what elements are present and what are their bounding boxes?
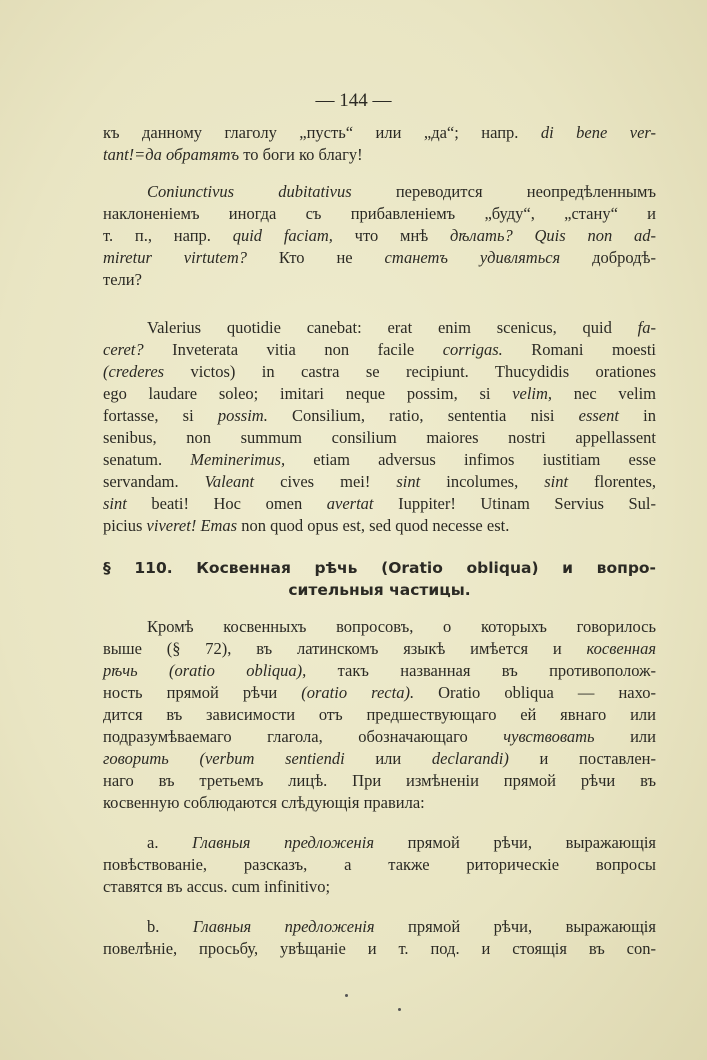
text-segment: a. — [147, 833, 193, 852]
text-segment: повѣствованіе, разсказъ, а также риторическіе вопросы — [103, 855, 656, 874]
text-line — [103, 361, 656, 383]
paragraph — [103, 916, 656, 960]
text-segment: Iuppiter! Utinam Servius Sul- — [373, 494, 656, 513]
paragraph — [103, 122, 656, 166]
text-segment: и поставлен- — [508, 749, 656, 768]
italic-text: sint — [544, 472, 569, 491]
section-heading — [103, 557, 656, 601]
text-line — [103, 471, 656, 493]
italic-text: sint — [396, 472, 421, 491]
text-line — [103, 427, 656, 449]
text-segment: прямой рѣчи, выражающія — [374, 833, 656, 852]
text-segment: переводится неопредѣленнымъ — [351, 182, 656, 201]
text-segment: cives mei! — [254, 472, 397, 491]
text-segment: дится въ зависимости отъ предшествующаго ей явнаго или — [103, 705, 656, 724]
text-line — [103, 832, 656, 854]
text-line — [103, 770, 656, 792]
page-body — [103, 122, 656, 960]
text-segment: servandam. — [103, 472, 205, 491]
text-segment: fortasse, si — [103, 406, 218, 425]
italic-text: рѣчь (oratio obliqua), — [103, 661, 307, 680]
text-segment: § 110. Косвенная рѣчь (Oratio obliqua) и вопро- — [103, 559, 656, 577]
text-line — [103, 247, 656, 269]
italic-text: говорить (verbum sentiendi — [103, 749, 345, 768]
speck — [398, 1008, 401, 1011]
text-segment: наго въ третьемъ лицѣ. При измѣненіи прямой рѣчи въ — [103, 771, 656, 790]
italic-text: possim. — [217, 406, 268, 425]
text-line — [103, 181, 656, 203]
italic-text: (crederes — [103, 362, 165, 381]
text-line — [103, 515, 656, 537]
text-line — [103, 557, 656, 579]
text-line — [103, 660, 656, 682]
text-line — [103, 405, 656, 427]
italic-text: velim, — [512, 384, 553, 403]
text-segment: etiam adversus infimos iustitiam esse — [285, 450, 656, 469]
text-segment: beati! Hoc omen — [126, 494, 327, 513]
text-segment: Romani moesti — [502, 340, 656, 359]
text-segment: такъ названная въ противополож- — [306, 661, 657, 680]
text-line — [103, 938, 656, 960]
italic-text: quid faciam, — [232, 226, 333, 245]
text-segment: Valerius quotidie canebat: erat enim scenicus, quid — [147, 318, 638, 337]
text-line — [103, 748, 656, 770]
speck — [345, 994, 348, 997]
italic-text: di bene ver- — [540, 123, 656, 142]
text-line — [103, 638, 656, 660]
text-segment: что мнѣ — [332, 226, 451, 245]
text-line — [103, 225, 656, 247]
text-segment: florentes, — [568, 472, 656, 491]
text-segment: Oratio obliqua — нахо- — [414, 683, 656, 702]
text-segment: ность прямой рѣчи — [103, 683, 302, 702]
text-line — [103, 122, 656, 144]
text-line — [103, 203, 656, 225]
text-segment: косвенную соблюдаются слѣдующія правила: — [103, 793, 425, 812]
text-line — [103, 916, 656, 938]
italic-text: чувствовать — [503, 727, 595, 746]
text-line — [103, 876, 656, 898]
italic-text: (oratio recta). — [301, 683, 415, 702]
paragraph — [103, 832, 656, 898]
italic-text: viveret! Emas — [146, 516, 238, 535]
italic-text: дѣлать? Quis non ad- — [450, 226, 656, 245]
text-segment: или — [594, 727, 656, 746]
italic-text: косвенная — [586, 639, 656, 658]
text-segment: подразумѣваемаго глагола, обозначающаго — [103, 727, 504, 746]
text-segment: прямой рѣчи, выражающія — [374, 917, 656, 936]
text-line — [103, 317, 656, 339]
text-line — [103, 854, 656, 876]
text-segment: т. п., напр. — [103, 226, 233, 245]
italic-text: tant!=да обратятъ — [103, 145, 240, 164]
text-segment: къ данному глаголу „пусть“ или „да“; напр. — [103, 123, 541, 142]
text-segment: b. — [147, 917, 193, 936]
text-line — [103, 792, 656, 814]
text-line — [103, 449, 656, 471]
text-line — [103, 144, 656, 166]
italic-text: declarandi) — [431, 749, 509, 768]
paragraph — [103, 317, 656, 537]
italic-text: Coniunctivus dubitativus — [147, 182, 352, 201]
paragraph — [103, 181, 656, 291]
text-segment: Consilium, ratio, sententia nisi — [267, 406, 579, 425]
text-segment: сительныя частицы. — [288, 581, 471, 599]
italic-text: fa- — [637, 318, 656, 337]
text-line — [103, 726, 656, 748]
italic-text: станетъ удивляться — [384, 248, 561, 267]
italic-text: Главныя предложенія — [192, 833, 374, 852]
text-segment: добродѣ- — [560, 248, 657, 267]
text-line — [103, 339, 656, 361]
text-segment: in — [618, 406, 656, 425]
italic-text: ceret? — [103, 340, 144, 359]
text-segment: повелѣніе, просьбу, увѣщаніе и т. под. и стоящія въ con- — [103, 939, 656, 958]
text-line — [103, 383, 656, 405]
text-segment: non quod opus est, sed quod necesse est. — [237, 516, 510, 535]
text-segment: incolumes, — [420, 472, 545, 491]
text-segment: наклоненіемъ иногда съ прибавленіемъ „буду“, „стану“ и — [103, 204, 656, 223]
text-segment: Кто не — [247, 248, 385, 267]
text-segment: senibus, non summum consilium maiores nostri appellassent — [103, 428, 656, 447]
page-number: — 144 — — [315, 90, 392, 111]
text-segment: senatum. — [103, 450, 191, 469]
text-segment: ставятся въ accus. cum infinitivo; — [103, 877, 331, 896]
text-line — [103, 579, 656, 601]
italic-text: miretur virtutem? — [103, 248, 248, 267]
italic-text: avertat — [326, 494, 374, 513]
text-segment: или — [344, 749, 432, 768]
italic-text: corrigas. — [442, 340, 503, 359]
text-line — [103, 682, 656, 704]
text-segment: victos) in castra se recipiunt. Thucydidis orationes — [164, 362, 656, 381]
italic-text: Valeant — [204, 472, 255, 491]
text-segment: ego laudare soleo; imitari neque possim, si — [103, 384, 513, 403]
italic-text: Главныя предложенія — [192, 917, 375, 936]
italic-text: sint — [103, 494, 127, 513]
text-line — [103, 493, 656, 515]
italic-text: essent — [578, 406, 619, 425]
italic-text: Meminerimus, — [190, 450, 286, 469]
text-line — [103, 616, 656, 638]
text-segment: то боги ко благу! — [239, 145, 363, 164]
text-segment: nec velim — [552, 384, 656, 403]
text-segment: Inveterata vitia non facile — [143, 340, 443, 359]
text-segment: picius — [103, 516, 147, 535]
text-segment: выше (§ 72), въ латинскомъ языкѣ имѣется и — [103, 639, 587, 658]
text-line — [103, 704, 656, 726]
paragraph — [103, 616, 656, 814]
text-segment: Кромѣ косвенныхъ вопросовъ, о которыхъ говорилось — [147, 617, 656, 636]
text-line — [103, 269, 656, 291]
text-segment: тели? — [103, 270, 142, 289]
